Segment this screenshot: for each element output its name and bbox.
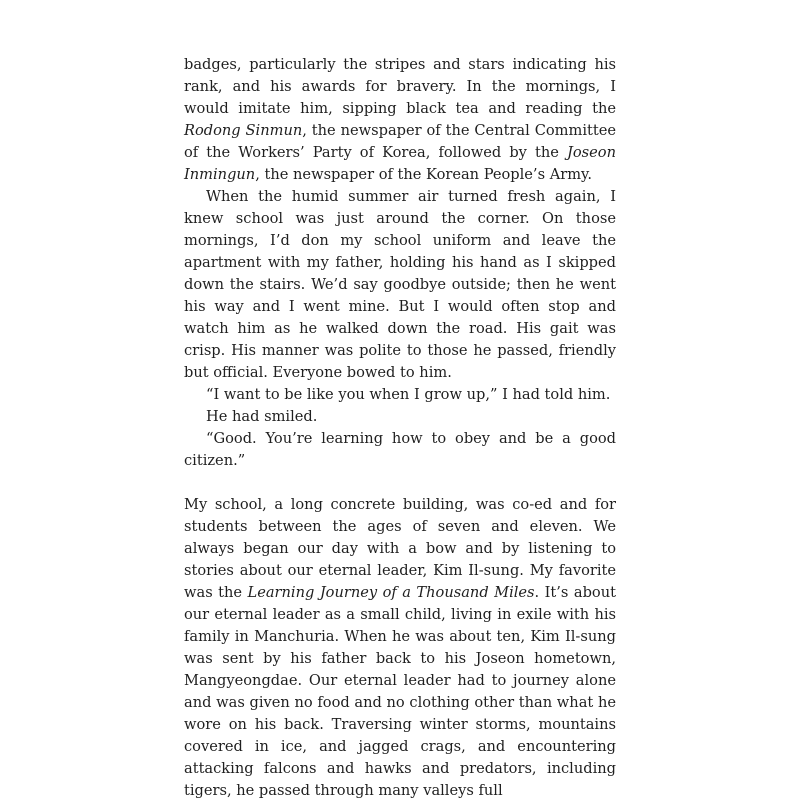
paragraph-text: “Good. You’re learning how to obey and be a good citizen.” — [184, 430, 616, 469]
body-paragraph — [184, 384, 616, 406]
italic-title-text: Joseon Inmingun — [184, 144, 616, 183]
section-break — [184, 472, 616, 494]
italic-title-text: Learning Journey of a Thousand Miles — [247, 584, 535, 601]
body-paragraph — [184, 494, 616, 802]
margin-watermark — [652, 362, 664, 402]
paragraph-text: , the newspaper of the Korean People’s Army. — [255, 166, 592, 183]
paragraph-text: “I want to be like you when I grow up,” I had told him. — [206, 386, 611, 403]
body-paragraph — [184, 406, 616, 428]
body-paragraph — [184, 54, 616, 186]
italic-title-text: Rodong Sinmun — [184, 122, 303, 139]
paragraph-text: My school, a long concrete building, was co-ed and for students between the ages of seven and eleven. We always began our day with a bow and by listening to stories about our eternal leader, Kim Il-sung. My favorite was the — [184, 496, 616, 601]
paragraph-text: When the humid summer air turned fresh again, I knew school was just around the corner. On those mornings, I’d don my school uniform and leave the apartment with my father, holding his hand as I skipped down the stairs. We’d say goodbye outside; then he went his way and I went mine. But I would often stop and watch him as he walked down the road. His gait was crisp. His manner was polite to those he passed, friendly but official. Everyone bowed to him. — [184, 188, 616, 381]
body-paragraph — [184, 428, 616, 472]
paragraph-text: . It’s about our eternal leader as a small child, living in exile with his family in Manchuria. When he was about ten, Kim Il-sung was sent by his father back to his Joseon hometown, Mangyeongdae. Our eternal leader had to journey alone and was given no food and no clothing other than what he wore on his back. Traversing winter storms, mountains covered in ice, and jagged crags, and encountering attacking falcons and hawks and predators, including tigers, he passed through many valleys full — [184, 584, 616, 799]
paragraph-text: He had smiled. — [206, 408, 318, 425]
body-paragraph — [184, 186, 616, 384]
paragraph-text: badges, particularly the stripes and stars indicating his rank, and his awards for bravery. In the mornings, I would imitate him, sipping black tea and reading the — [184, 56, 616, 117]
paragraph-text: , the newspaper of the Central Committee of the Workers’ Party of Korea, followed by the — [184, 122, 617, 161]
book-page-text — [184, 54, 616, 802]
